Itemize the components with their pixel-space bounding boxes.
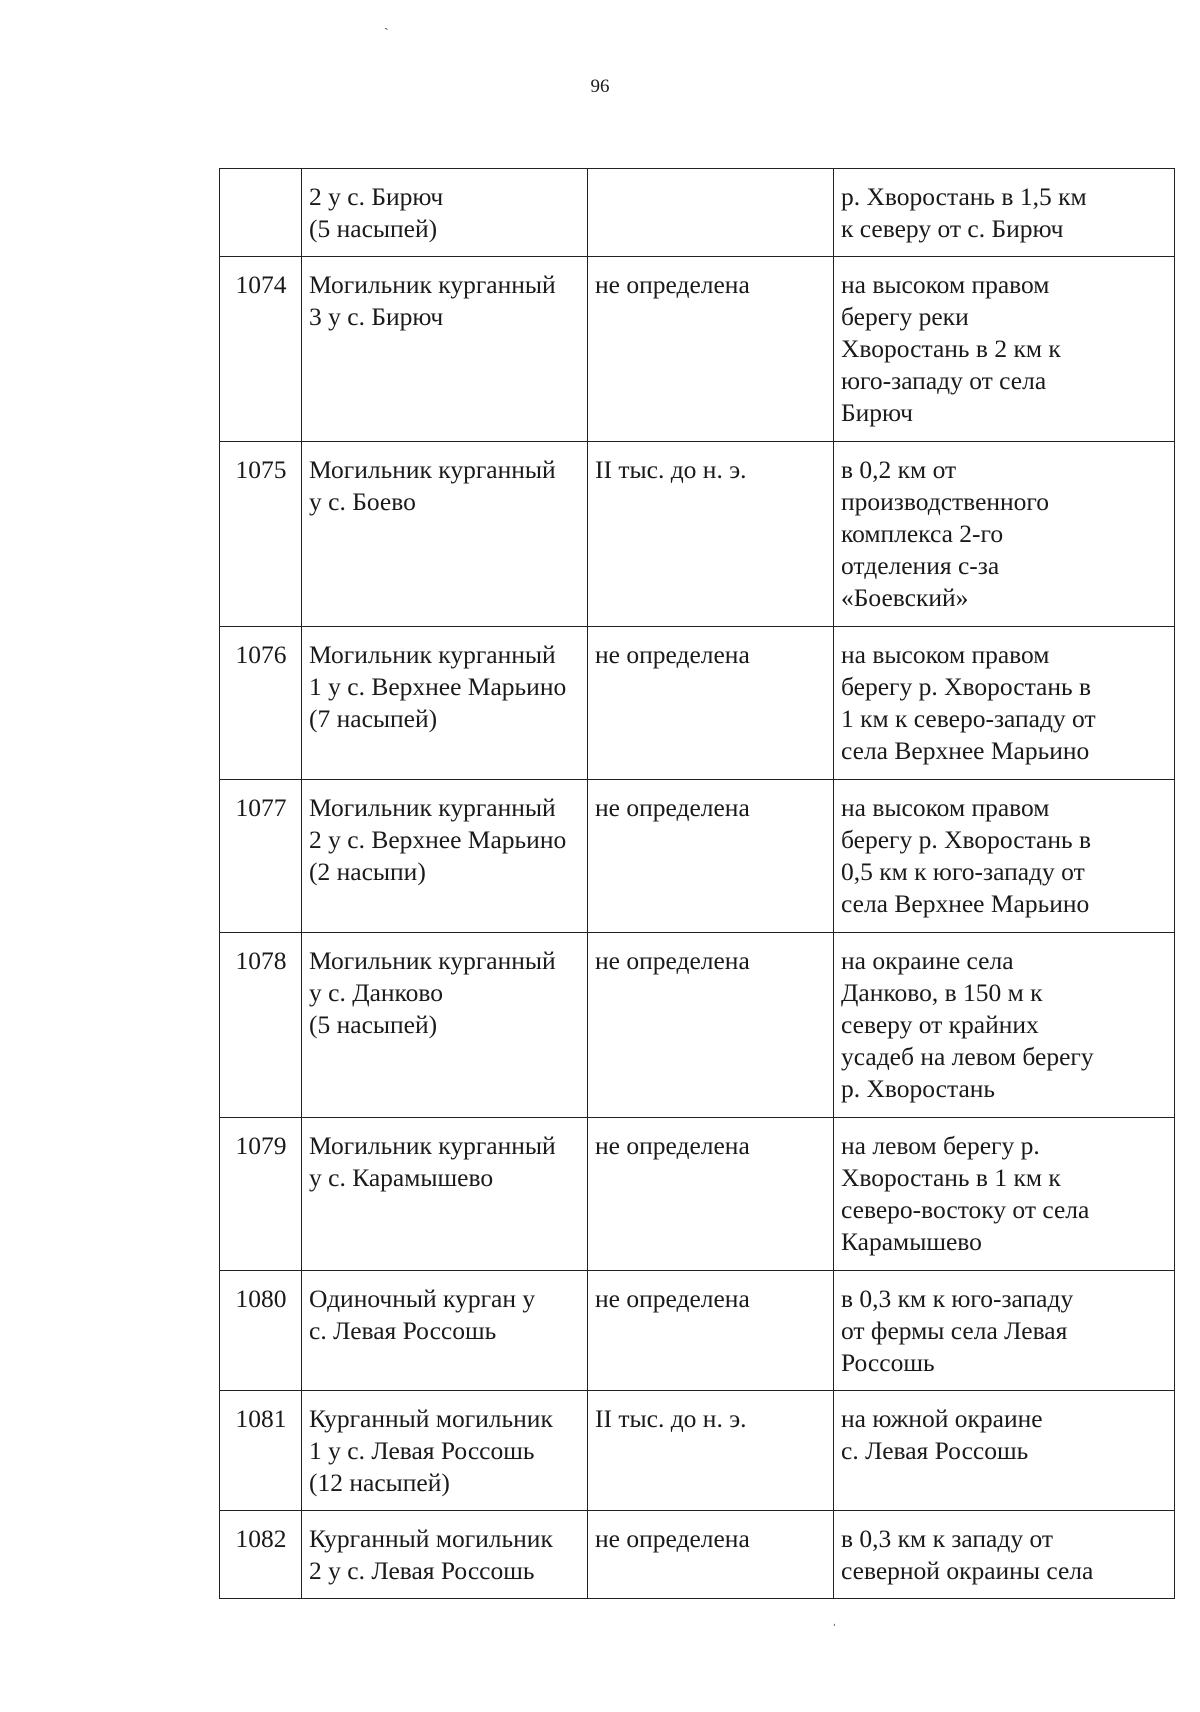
monument-name: Могильник курганный 2 у с. Верхнее Марьино (2 насыпи) [302,780,588,933]
monument-dating: не определена [588,1271,834,1391]
row-number: 1078 [220,933,302,1118]
monument-location: на южной окраине с. Левая Россошь [834,1391,1175,1511]
monument-dating [588,169,834,257]
row-number [220,169,302,257]
monument-dating: не определена [588,257,834,442]
monument-location: на высоком правом берегу реки Хворостань в 2 км к юго-западу от села Бирюч [834,257,1175,442]
monument-dating: не определена [588,627,834,780]
monument-dating: не определена [588,933,834,1118]
row-number: 1080 [220,1271,302,1391]
monument-name: Могильник курганный 1 у с. Верхнее Марьино (7 насыпей) [302,627,588,780]
monument-dating: II тыс. до н. э. [588,442,834,627]
row-number: 1076 [220,627,302,780]
monument-name: Могильник курганный у с. Данково (5 насыпей) [302,933,588,1118]
monument-name: Могильник курганный у с. Карамышево [302,1118,588,1271]
monument-name: Курганный могильник 2 у с. Левая Россошь [302,1511,588,1599]
row-number: 1075 [220,442,302,627]
monument-location: в 0,3 км к западу от северной окраины села [834,1511,1175,1599]
monument-location: в 0,2 км от производственного комплекса 2-го отделения с-за «Боевский» [834,442,1175,627]
monument-location: р. Хворостань в 1,5 км к северу от с. Бирюч [834,169,1175,257]
page-number: 96 [590,76,610,97]
monument-location: на высоком правом берегу р. Хворостань в 0,5 км к юго-западу от села Верхнее Марьино [834,780,1175,933]
monument-location: на левом берегу р. Хворостань в 1 км к северо-востоку от села Карамышево [834,1118,1175,1271]
row-number: 1081 [220,1391,302,1511]
monument-dating: II тыс. до н. э. [588,1391,834,1511]
table-row [220,442,1175,627]
table-row [220,1391,1175,1511]
monument-dating: не определена [588,780,834,933]
row-number: 1074 [220,257,302,442]
monument-location: на высоком правом берегу р. Хворостань в 1 км к северо-западу от села Верхнее Марьино [834,627,1175,780]
row-number: 1079 [220,1118,302,1271]
monument-dating: не определена [588,1118,834,1271]
monument-name: Могильник курганный 3 у с. Бирюч [302,257,588,442]
table-row [220,627,1175,780]
monument-dating: не определена [588,1511,834,1599]
table-row [220,933,1175,1118]
monument-name: Одиночный курган у с. Левая Россошь [302,1271,588,1391]
table-row [220,780,1175,933]
scan-mark: ˌ [832,1612,837,1627]
row-number: 1082 [220,1511,302,1599]
monuments-table [219,168,1175,1599]
scan-mark: ˏ [384,16,389,31]
monument-location: в 0,3 км к юго-западу от фермы села Левая Россошь [834,1271,1175,1391]
table-row [220,169,1175,257]
table-row [220,1118,1175,1271]
monument-name: 2 у с. Бирюч (5 насыпей) [302,169,588,257]
monument-name: Курганный могильник 1 у с. Левая Россошь (12 насыпей) [302,1391,588,1511]
row-number: 1077 [220,780,302,933]
table-row [220,1271,1175,1391]
table-row [220,257,1175,442]
table-row [220,1511,1175,1599]
monument-name: Могильник курганный у с. Боево [302,442,588,627]
monument-location: на окраине села Данково, в 150 м к северу от крайних усадеб на левом берегу р. Хворостань [834,933,1175,1118]
